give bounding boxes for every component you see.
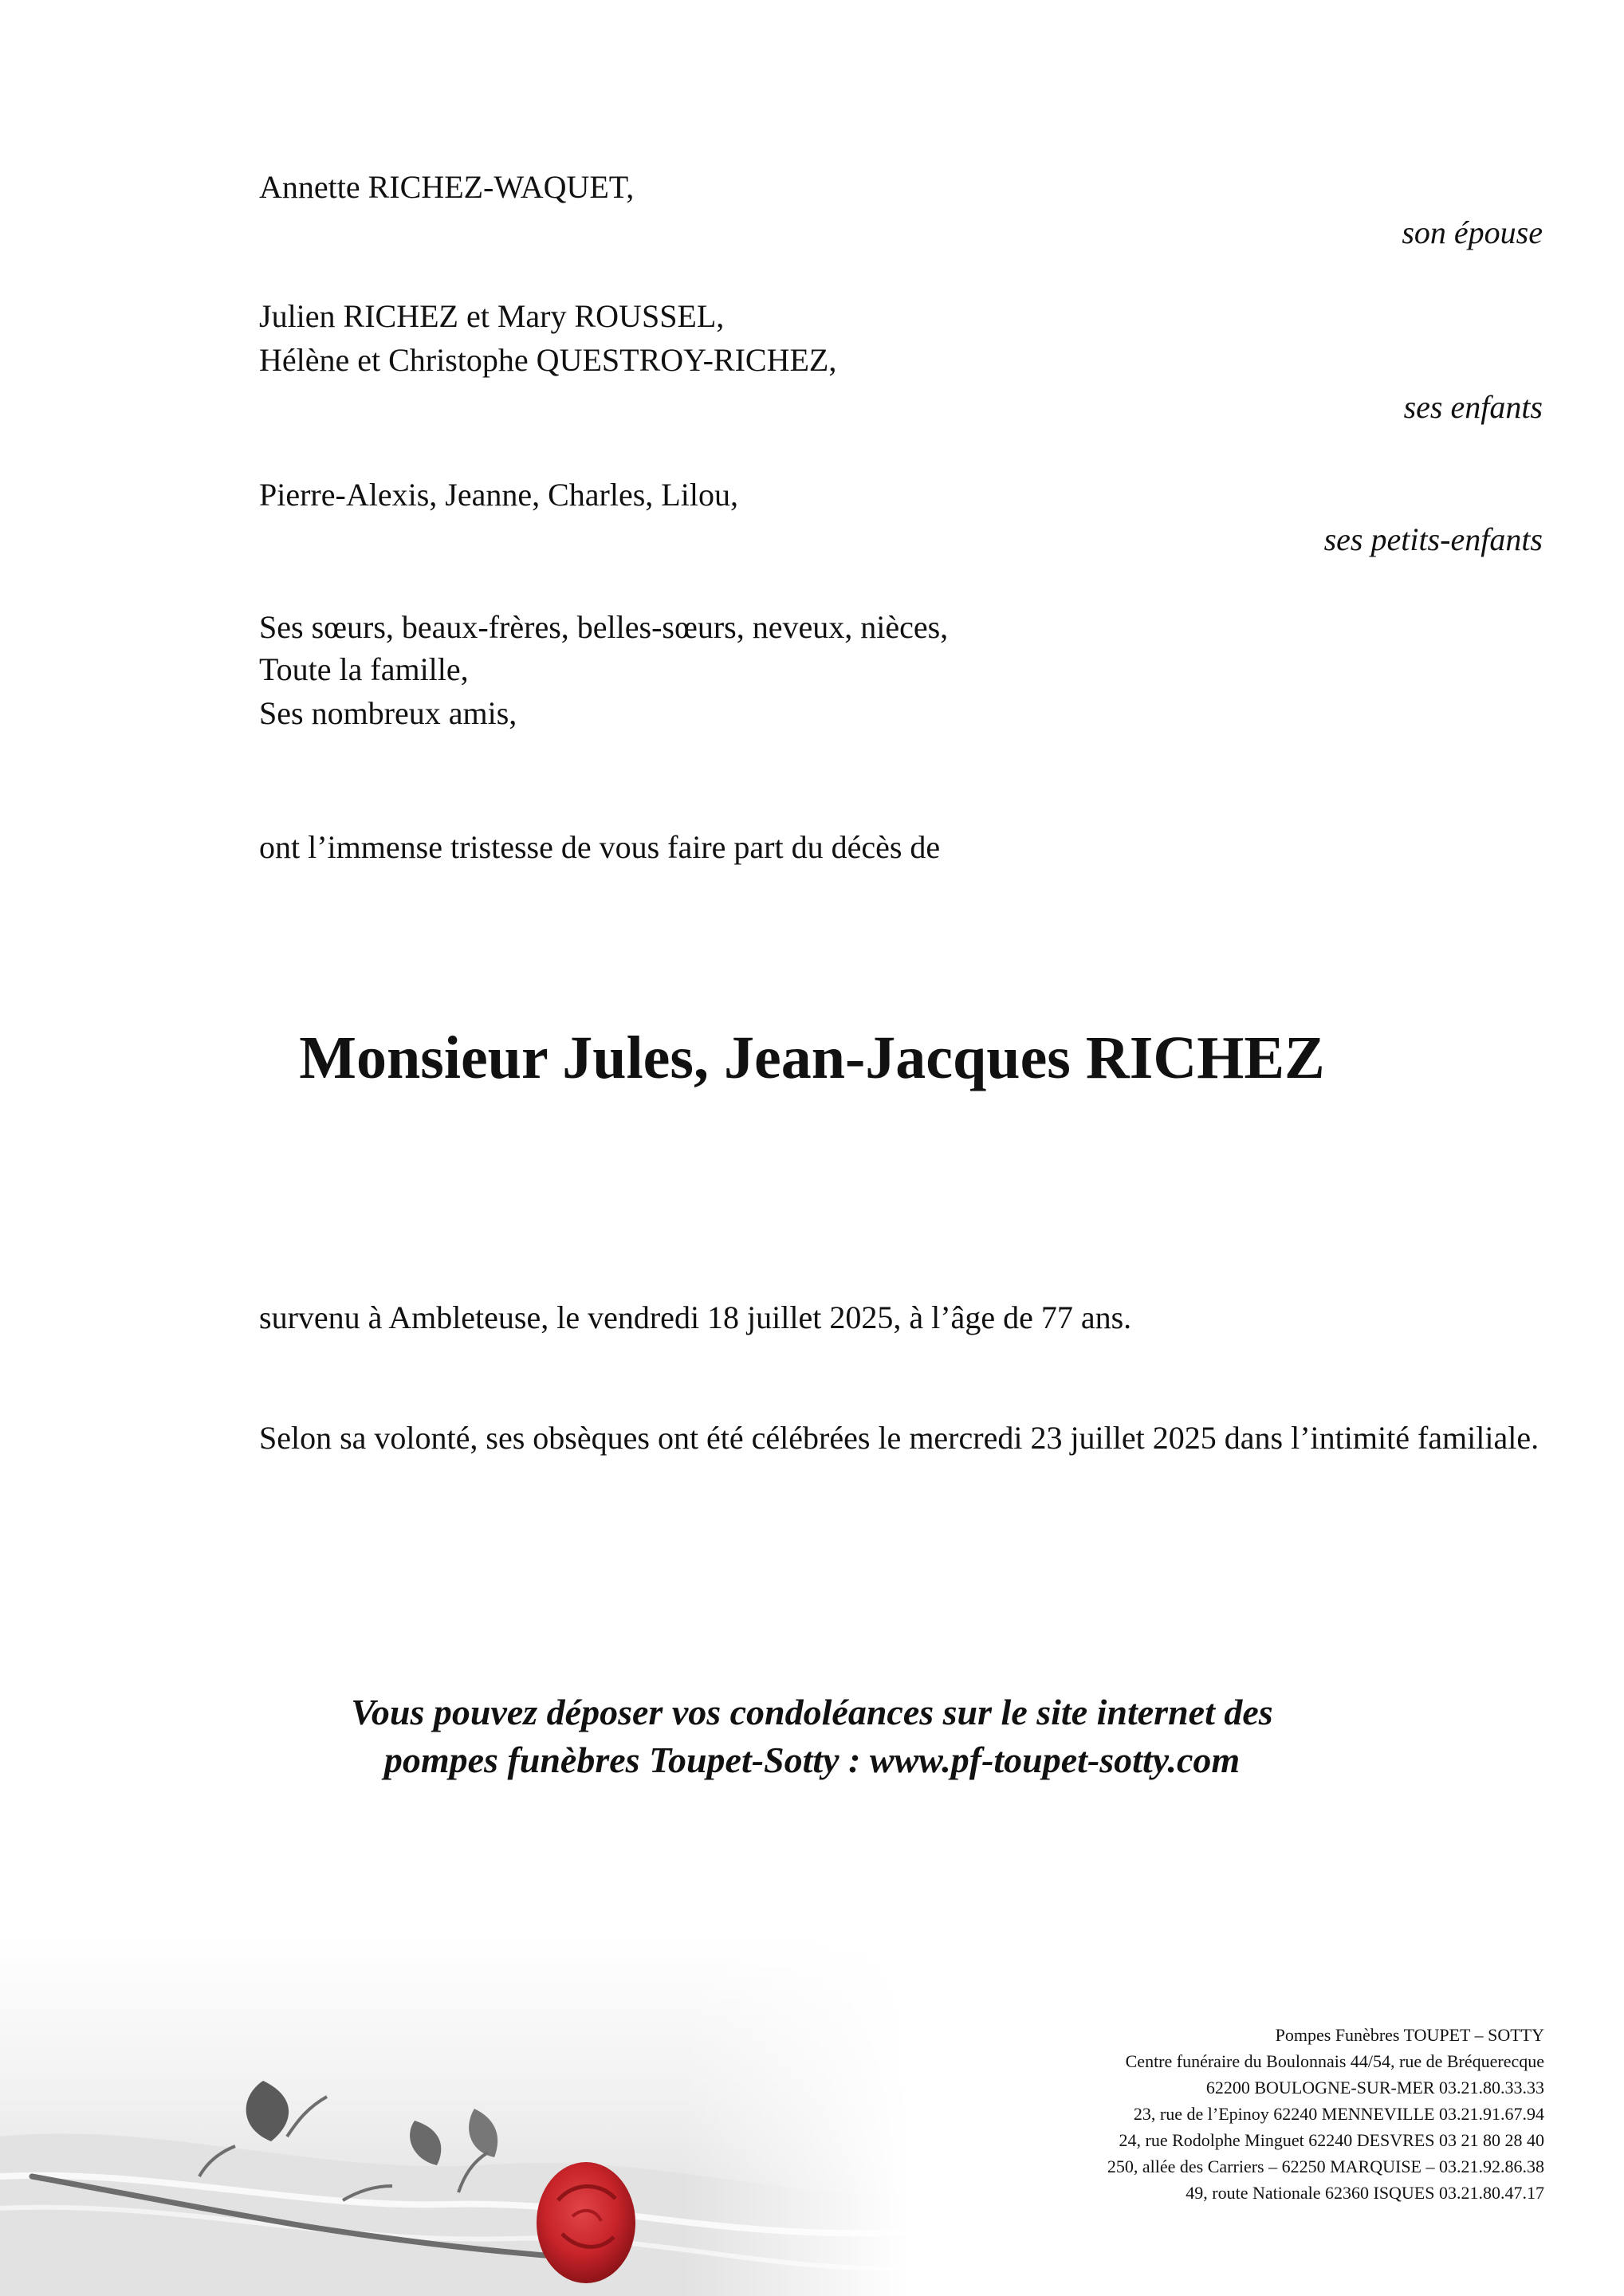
other-family-line-2: Toute la famille, xyxy=(259,651,469,687)
funeral-home-line-3: 23, rue de l’Epinoy 62240 MENNEVILLE 03.21.91.67.94 xyxy=(1133,2104,1544,2124)
funeral-home-address xyxy=(1107,2022,1544,2206)
condolences-line-2: pompes funèbres Toupet-Sotty : www.pf-toupet-sotty.com xyxy=(383,1740,1241,1780)
spouse-relation: son épouse xyxy=(1402,214,1543,250)
children-relation: ses enfants xyxy=(1403,389,1543,425)
child-line-2: Hélène et Christophe QUESTROY-RICHEZ, xyxy=(259,342,837,378)
condolences-line-1: Vous pouvez déposer vos condoléances sur le site internet des xyxy=(351,1692,1273,1732)
other-family-line-1: Ses sœurs, beaux-frères, belles-sœurs, neveux, nièces, xyxy=(259,609,949,645)
grandchildren-names: Pierre-Alexis, Jeanne, Charles, Lilou, xyxy=(259,477,738,513)
funeral-home-name: Pompes Funèbres TOUPET – SOTTY xyxy=(1275,2025,1544,2045)
funeral-home-line-5: 250, allée des Carriers – 62250 MARQUISE – 03.21.92.86.38 xyxy=(1107,2156,1544,2176)
spouse-name: Annette RICHEZ-WAQUET, xyxy=(259,169,635,205)
rose-on-beach-image xyxy=(0,1937,909,2296)
death-details: survenu à Ambleteuse, le vendredi 18 juillet 2025, à l’âge de 77 ans. xyxy=(259,1299,1132,1335)
funeral-text: Selon sa volonté, ses obsèques ont été célébrées le mercredi 23 juillet 2025 dans l’intimité familiale. xyxy=(259,1420,1539,1456)
funeral-home-line-1: Centre funéraire du Boulonnais 44/54, rue de Bréquerecque xyxy=(1125,2051,1544,2071)
funeral-home-line-4: 24, rue Rodolphe Minguet 62240 DESVRES 03 21 80 28 40 xyxy=(1119,2130,1544,2150)
announcement-text: ont l’immense tristesse de vous faire part du décès de xyxy=(259,829,941,865)
funeral-home-line-6: 49, route Nationale 62360 ISQUES 03.21.80.47.17 xyxy=(1186,2183,1544,2203)
deceased-name: Monsieur Jules, Jean-Jacques RICHEZ xyxy=(299,1024,1325,1091)
other-family-line-3: Ses nombreux amis, xyxy=(259,695,517,731)
funeral-home-line-2: 62200 BOULOGNE-SUR-MER 03.21.80.33.33 xyxy=(1205,2078,1544,2097)
grandchildren-relation: ses petits-enfants xyxy=(1323,521,1543,557)
child-line-1: Julien RICHEZ et Mary ROUSSEL, xyxy=(259,298,725,334)
condolences-notice xyxy=(0,1689,1624,1784)
